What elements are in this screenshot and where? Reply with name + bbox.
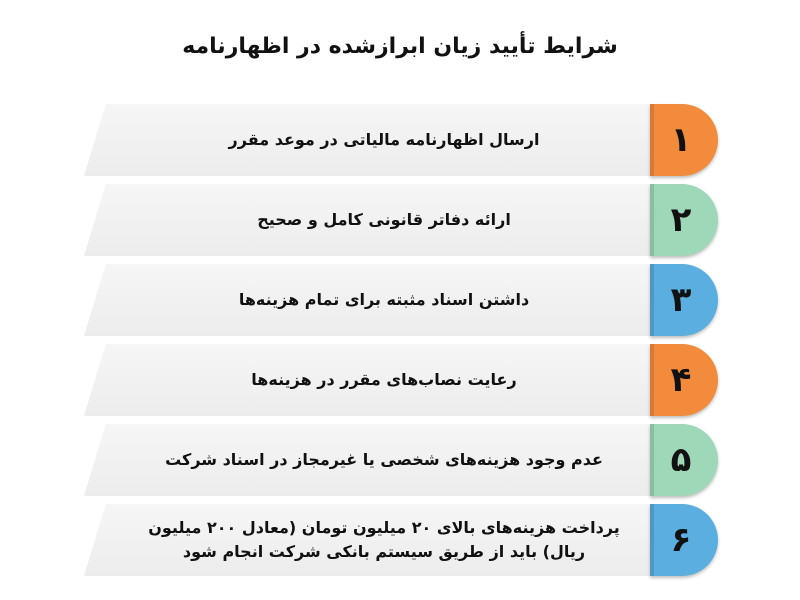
- step-number: ۴: [670, 360, 692, 400]
- step-number: ۶: [670, 520, 692, 560]
- step-text: رعایت نصاب‌های مقرر در هزینه‌ها: [251, 370, 517, 389]
- step-number: ۱: [670, 120, 692, 160]
- step-3: [84, 264, 720, 336]
- step-text: داشتن اسناد مثبته برای تمام هزینه‌ها: [238, 290, 530, 309]
- diagram-title: شرایط تأیید زیان ابرازشده در اظهارنامه: [182, 34, 618, 59]
- step-text: پرداخت هزینه‌های بالای ۲۰ میلیون تومان (معادل ۲۰۰ میلیون ریال) باید از طریق سیستم بانکی شرکت انجام شود: [148, 518, 620, 561]
- step-text: ارائه دفاتر قانونی کامل و صحیح: [257, 210, 511, 229]
- step-5: [84, 424, 720, 496]
- step-number: ۲: [670, 200, 692, 240]
- step-number: ۳: [670, 280, 692, 320]
- step-2: [84, 184, 720, 256]
- step-6: [84, 504, 720, 576]
- step-1: [84, 104, 720, 176]
- step-4: [84, 344, 720, 416]
- step-number: ۵: [670, 440, 692, 480]
- step-text: ارسال اظهارنامه مالیاتی در موعد مقرر: [228, 130, 540, 149]
- step-text: عدم وجود هزینه‌های شخصی یا غیرمجاز در اسناد شرکت: [165, 450, 603, 469]
